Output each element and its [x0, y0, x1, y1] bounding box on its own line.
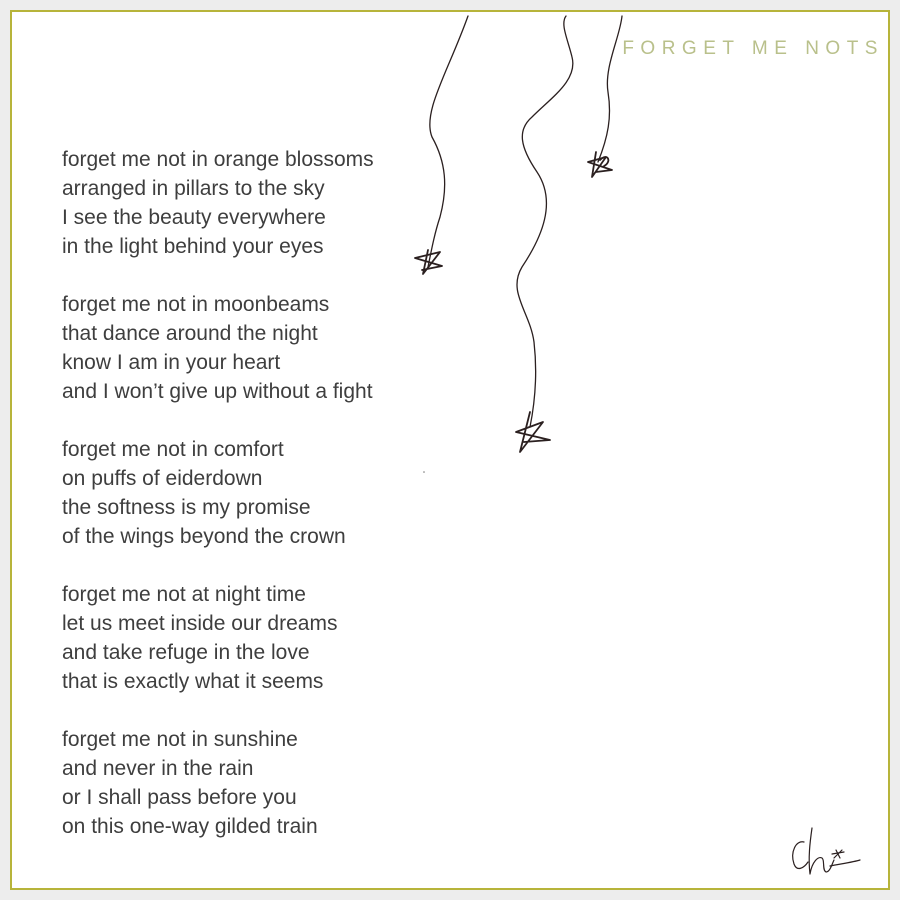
poem-line: on this one-way gilded train: [62, 815, 318, 838]
poem-line: let us meet inside our dreams: [62, 612, 338, 635]
star-icon-left: [415, 250, 442, 274]
poem-line: forget me not at night time: [62, 583, 306, 606]
star-icon-middle: [516, 412, 550, 452]
poem-line: on puffs of eiderdown: [62, 467, 263, 490]
poem-line: or I shall pass before you: [62, 786, 297, 809]
poem-line: that is exactly what it seems: [62, 670, 324, 693]
stanza: [62, 580, 374, 696]
poem-title: FORGET ME NOTS: [622, 38, 884, 59]
stanza: [62, 725, 374, 841]
hanging-string-left: [428, 16, 468, 267]
signature: [782, 820, 862, 880]
poem-line: arranged in pillars to the sky: [62, 177, 325, 200]
poem-line: forget me not in moonbeams: [62, 293, 330, 316]
stanza: [62, 290, 374, 406]
poem-line: forget me not in sunshine: [62, 728, 298, 751]
hanging-string-right: [598, 16, 622, 162]
star-icon-right: [588, 152, 612, 177]
stanza: [62, 435, 374, 551]
poem-card: [10, 10, 890, 890]
poem-line: and never in the rain: [62, 757, 254, 780]
hanging-string-middle: [517, 16, 573, 427]
poem-line: and I won’t give up without a fight: [62, 380, 373, 403]
stanza: [62, 145, 374, 261]
poem-line: and take refuge in the love: [62, 641, 310, 664]
poem-line: forget me not in comfort: [62, 438, 284, 461]
poem-line: the softness is my promise: [62, 496, 311, 519]
poem-line: of the wings beyond the crown: [62, 525, 346, 548]
poem-line: in the light behind your eyes: [62, 235, 324, 258]
poem-line: know I am in your heart: [62, 351, 281, 374]
poem-line: forget me not in orange blossoms: [62, 148, 374, 171]
poem-body: [62, 145, 374, 870]
poem-line: I see the beauty everywhere: [62, 206, 326, 229]
poem-line: that dance around the night: [62, 322, 318, 345]
